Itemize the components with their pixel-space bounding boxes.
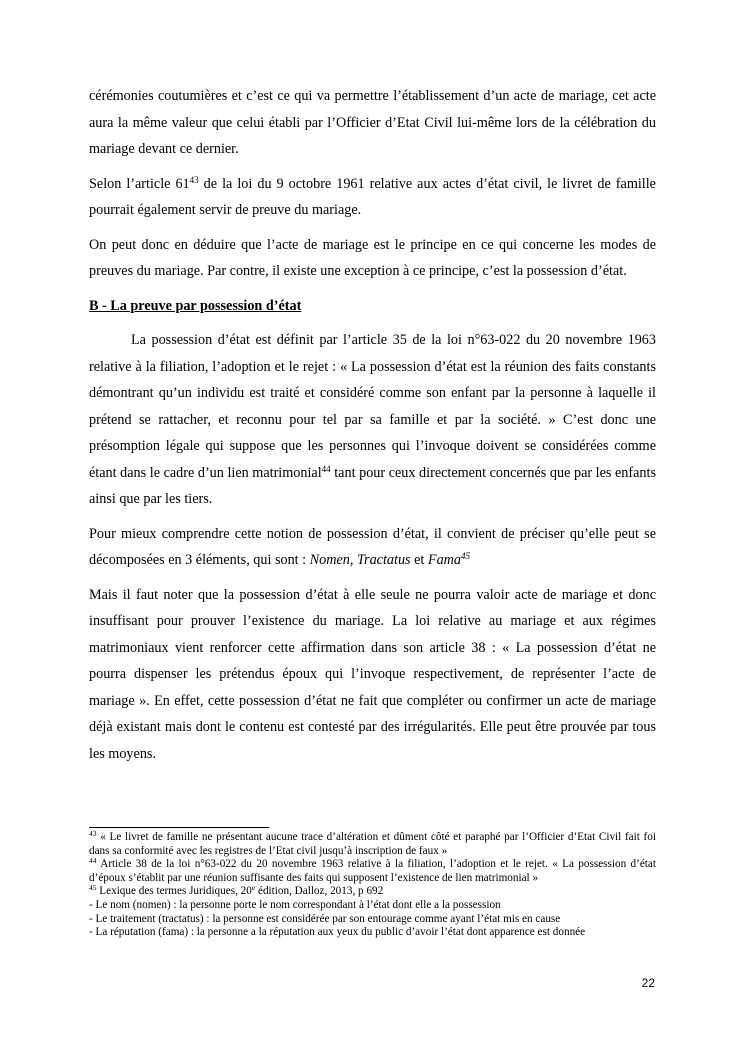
footnote-line: - Le nom (nomen) : la personne porte le nom correspondant à l’état dont elle a la possession [89, 898, 501, 911]
footnote-ref-44: 44 [321, 463, 331, 474]
paragraph-text: Pour mieux comprendre cette notion de possession d’état, il convient de préciser qu’elle peut se décomposées en 3 éléments, qui sont : [89, 525, 656, 568]
footnote-43 [89, 831, 656, 858]
footnote-ref-45: 45 [461, 551, 471, 561]
footnote-text: « Le livret de famille ne présentant aucune trace d’altération et dûment côté et paraphé par l’Officier d’Etat Civil fait foi dans sa conformité avec les registres de l’Etat civil jusqu’à inscription de faux » [89, 831, 656, 857]
footnote-line: - La réputation (fama) : la personne a la réputation aux yeux du public d’avoir l’état dont apparence est donnée [89, 926, 586, 939]
paragraph: cérémonies coutumières et c’est ce qui va permettre l’établissement d’un acte de mariage, cet acte aura la même valeur que celui établi par l’Officier d’Etat Civil lui-même lors de la célébration du mariage devant ce dernier. [89, 88, 656, 157]
footnotes [89, 831, 656, 940]
section-heading: B - La preuve par possession d’état [89, 297, 302, 314]
paragraph-text: et [410, 552, 428, 568]
paragraph [89, 171, 656, 224]
paragraph: Mais il faut noter que la possession d’état à elle seule ne pourra valoir acte de mariage et donc insuffisant pour prouver l’existence du mariage. La loi relative au mariage et aux régimes matrimoniaux vient renforcer cette affirmation dans son article 38 : « La possession d’état ne pourra dispenser les prétendus époux qui l’invoque respectivement, de représenter l’acte de mariage ». En effet, cette possession d’état ne fait que compléter ou confirmer un acte de mariage déjà existant mais dont le contenu est contesté par des irrégularités. Elle peut être prouvée par tous les moyens. [89, 586, 656, 762]
footnote-text: Lexique des termes Juridiques, 20 [96, 885, 252, 898]
footnote-ref-43: 43 [189, 174, 199, 185]
footnote-44 [89, 858, 656, 885]
ordinal-suffix: e [251, 883, 256, 893]
paragraph-text: tant pour ceux directement concernés que par les enfants ainsi que par les tiers. [89, 464, 656, 507]
paragraph: On peut donc en déduire que l’acte de mariage est le principe en ce qui concerne les modes de preuves du mariage. Par contre, il existe une exception à ce principe, c’est la possession d’état. [89, 236, 656, 279]
footnote-text: édition, Dalloz, 2013, p 692 [255, 885, 384, 898]
paragraph [89, 327, 656, 513]
footnote-line: - Le traitement (tractatus) : la personne est considérée par son entourage comme ayant l’état mis en cause [89, 912, 561, 925]
paragraph-text: La possession d’état est définit par l’article 35 de la loi n°63-022 du 20 novembre 1963 relative à la filiation, l’adoption et le rejet : « La possession d’état est la réunion des faits constants démontrant qu’un individu est traité et considéré comme son enfant par la personne à laquelle il prétend se rattacher, et reconnu pour tel par sa famille et par la société. » C’est donc une présomption légale qui suppose que les personnes qui l’invoque doivent se considérées comme étant dans le cadre d’un lien matrimonial [89, 332, 656, 481]
footnote-45 [89, 885, 656, 899]
italic-term: Nomen, Tractatus [309, 552, 411, 568]
paragraph-text: Selon l’article 61 [89, 175, 190, 192]
body-text [89, 83, 656, 775]
italic-term: Fama [427, 552, 462, 568]
paragraph-text: de la loi du 9 octobre 1961 relative aux actes d’état civil, le livret de famille pourrait également servir de preuve du mariage. [89, 175, 656, 218]
paragraph [89, 521, 656, 574]
footnote-number: 45 [89, 883, 97, 893]
footnote-number: 43 [89, 829, 97, 838]
footnote-separator [89, 827, 269, 828]
footnote-text: Article 38 de la loi n°63-022 du 20 novembre 1963 relative à la filiation, l’adoption et le rejet. « La possession d’état d’époux s’établit par une réunion suffisante des faits qui supposent l’existence de lien matrimonial » [89, 858, 656, 884]
page-number: 22 [641, 976, 655, 990]
footnote-number: 44 [89, 856, 97, 866]
